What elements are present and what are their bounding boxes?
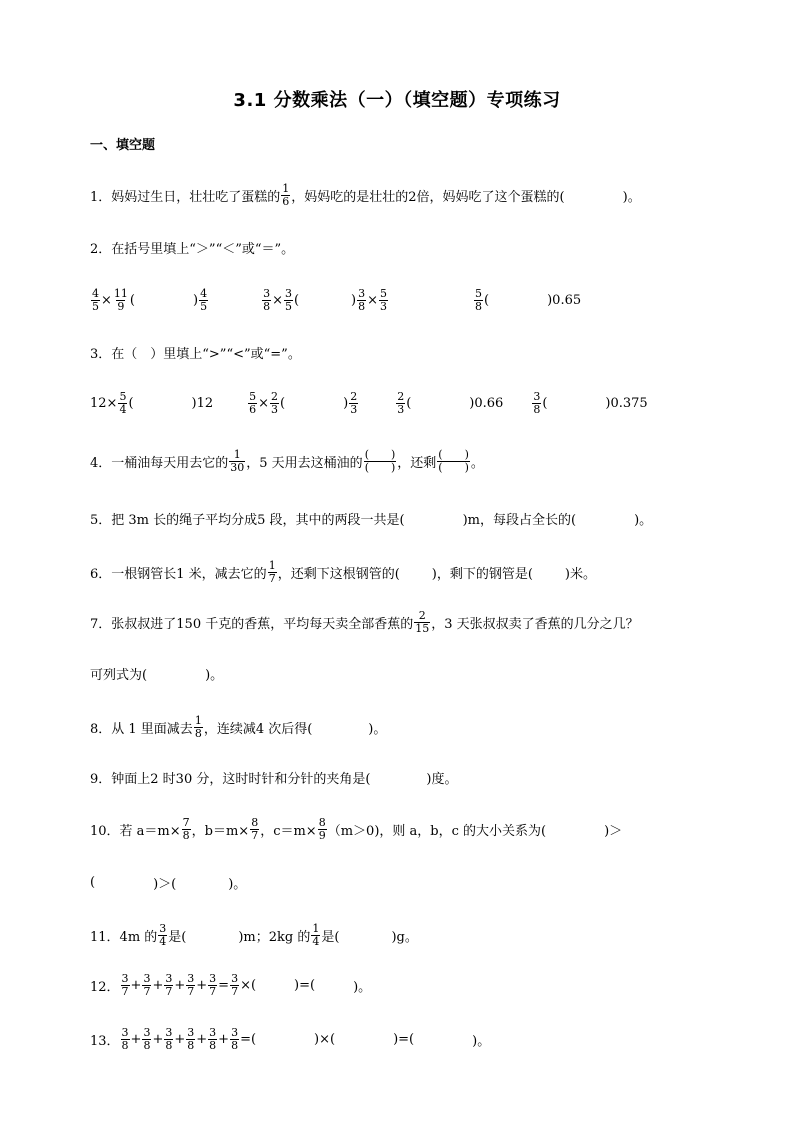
fraction: $\frac{3}{8}$ [121,1025,129,1052]
question-4 [90,444,484,478]
paren: ( [542,395,548,411]
q10-text-7: )。 [228,876,247,892]
plus-sign: + [196,977,208,993]
question-6 [90,555,596,589]
paren: ( [129,292,135,308]
paren: ) [343,395,349,411]
question-10 [90,812,622,846]
q4-text: 4．一桶油每天用去它的 [90,455,229,471]
q11-text-3: )m；2kg 的 [238,929,311,945]
fraction: $\frac{5}{3}$ [380,286,388,313]
question-2 [90,232,294,262]
q12-text-4: )。 [353,979,372,995]
q3-text: 3．在（ ）里填上“>”“<”或“=”。 [90,346,301,362]
fraction: $\frac{2}{3}$ [397,389,405,416]
q10-text-3: ，c＝m× [260,823,317,839]
q12-text-2: ×( [240,977,257,993]
times-sign: × [101,292,112,308]
q10-text-5: )＞ [604,823,623,839]
q2-text: 2．在括号里填上“＞”“＜”或“＝”。 [90,241,295,257]
fraction: $\frac{3}{8}$ [143,1025,151,1052]
q1-text: 1．妈妈过生日，壮壮吃了蛋糕的 [90,189,281,205]
q4-text-4: 。 [470,455,484,471]
question-8 [90,710,386,744]
fraction: $\frac{8}{7}$ [251,815,259,842]
q13-text-3: )×( [314,1031,336,1047]
fraction: $\frac{3}{8}$ [358,286,366,313]
plus-sign: + [130,977,142,993]
q5-text: 5．把 3m 长的绳子平均分成5 段，其中的两段一共是( [90,512,405,528]
q13-text-5: )。 [472,1033,491,1049]
q10-text-4: （m＞0)，则 a，b，c 的大小关系为( [327,823,547,839]
q7-text-4: )。 [205,667,224,683]
plus-sign: + [174,1031,186,1047]
fraction: $\frac{3}{8}$ [231,1025,239,1052]
q6-text-3: )，剩下的钢管是( [431,566,533,582]
plus-sign: + [130,1031,142,1047]
fraction: $\frac{5}{4}$ [119,389,127,416]
fraction: $\frac{3}{4}$ [159,921,167,948]
paren: ( [90,874,96,890]
fraction: $\frac{1}{8}$ [194,713,202,740]
fraction: $\frac{8}{9}$ [318,815,326,842]
fraction: $\frac{2}{15}$ [415,608,430,635]
q13-text: 13． [90,1033,120,1049]
plus-sign: + [196,1031,208,1047]
question-12 [90,968,371,1002]
q7-text-3: 可列式为( [90,667,148,683]
q9-text: 9．钟面上2 时30 分，这时时针和分针的夹角是( [90,771,371,787]
q8-text: 8．从 1 里面减去 [90,721,193,737]
fraction: $\frac{4}{5}$ [200,286,208,313]
fraction: $\frac{7}{8}$ [182,815,190,842]
paren: ) [351,292,357,308]
plus-sign: + [218,1031,230,1047]
fraction-blank[interactable]: $\frac{( )}{( )}$ [364,447,396,474]
q5-text-2: )m，每段占全长的( [462,512,577,528]
paren: )0.66 [469,395,504,411]
question-2-expressions [90,283,581,317]
paren: ( [406,395,412,411]
question-7 [90,605,639,639]
paren: ( [293,292,300,308]
page-title: 3.1 分数乘法（一）（填空题）专项练习 [233,90,561,111]
q6-text: 6．一根钢管长1 米，减去它的 [90,566,267,582]
fraction: $\frac{3}{8}$ [263,286,271,313]
times-sign: × [272,292,283,308]
paren: ( [128,395,134,411]
fraction-blank[interactable]: $\frac{( )}{( )}$ [438,447,469,474]
fraction: $\frac{3}{7}$ [121,971,129,998]
plus-sign: + [174,977,186,993]
question-3 [90,337,301,367]
fraction: $\frac{1}{30}$ [230,447,245,474]
plus-sign: + [152,977,164,993]
question-9 [90,762,458,792]
section-heading: 一、填空题 [90,138,156,153]
paren: ( [484,292,490,308]
fraction: $\frac{5}{8}$ [475,286,483,313]
q11-text-5: )g。 [391,929,418,945]
fraction: $\frac{3}{8}$ [165,1025,173,1052]
q1-text-3: )。 [622,189,641,205]
q11-text-2: 是( [168,929,187,945]
q7-text: 7．张叔叔进了150 千克的香蕉，平均每天卖全部香蕉的 [90,616,414,632]
question-5 [90,503,652,533]
fraction: $\frac{5}{6}$ [249,389,257,416]
fraction: $\frac{1}{6}$ [282,181,290,208]
question-13 [90,1022,490,1056]
q13-text-2: =( [240,1031,257,1047]
question-3-expressions [90,386,648,420]
q7-text-2: ，3 天张叔叔卖了香蕉的几分之几？ [431,616,639,632]
times-sign: × [367,292,379,308]
paren: ( [280,395,286,411]
fraction: $\frac{1}{4}$ [312,921,320,948]
q8-text-2: ，连续减4 次后得( [203,721,313,737]
fraction: $\frac{3}{8}$ [209,1025,217,1052]
fraction: $\frac{11}{9}$ [113,286,128,313]
q9-text-2: )度。 [426,771,458,787]
paren: )12 [191,395,214,411]
fraction: $\frac{3}{8}$ [533,389,541,416]
q11-text: 11．4m 的 [90,929,158,945]
q10-text-2: ，b＝m× [191,823,250,839]
fraction: $\frac{3}{5}$ [284,286,292,313]
fraction: $\frac{3}{7}$ [209,971,217,998]
fraction: $\frac{3}{7}$ [165,971,173,998]
fraction: $\frac{4}{5}$ [92,286,99,313]
q6-text-2: ，还剩下这根钢管的( [277,566,400,582]
q4-text-3: ，还剩 [397,455,437,471]
paren: )0.65 [547,292,582,308]
q12-text-3: )=( [294,977,316,993]
fraction: $\frac{3}{7}$ [231,971,239,998]
question-11 [90,918,418,952]
fraction: $\frac{2}{3}$ [350,389,358,416]
q3-prefix: 12× [90,395,118,411]
q1-text-2: ，妈妈吃的是壮壮的2倍，妈妈吃了这个蛋糕的( [291,189,565,205]
question-10-line-2 [90,867,246,897]
q13-text-4: )=( [393,1031,415,1047]
paren: )0.375 [605,395,648,411]
q5-text-3: )。 [634,512,653,528]
q11-text-4: 是( [321,929,340,945]
q12-text: 12． [90,979,120,995]
fraction: $\frac{3}{8}$ [187,1025,195,1052]
equals-sign: = [218,977,230,993]
q6-text-4: )米。 [564,566,596,582]
paren: ) [192,292,199,308]
question-1 [90,180,641,210]
q4-text-2: ，5 天用去这桶油的 [246,455,363,471]
times-sign: × [258,395,270,411]
q8-text-3: )。 [368,721,387,737]
fraction: $\frac{1}{7}$ [268,558,276,585]
fraction: $\frac{3}{7}$ [187,971,195,998]
q10-text-6: )＞( [153,876,177,892]
plus-sign: + [152,1031,164,1047]
fraction: $\frac{3}{7}$ [143,971,151,998]
q10-text: 10．若 a＝m× [90,823,181,839]
fraction: $\frac{2}{3}$ [271,389,279,416]
question-7-line-2 [90,658,223,688]
